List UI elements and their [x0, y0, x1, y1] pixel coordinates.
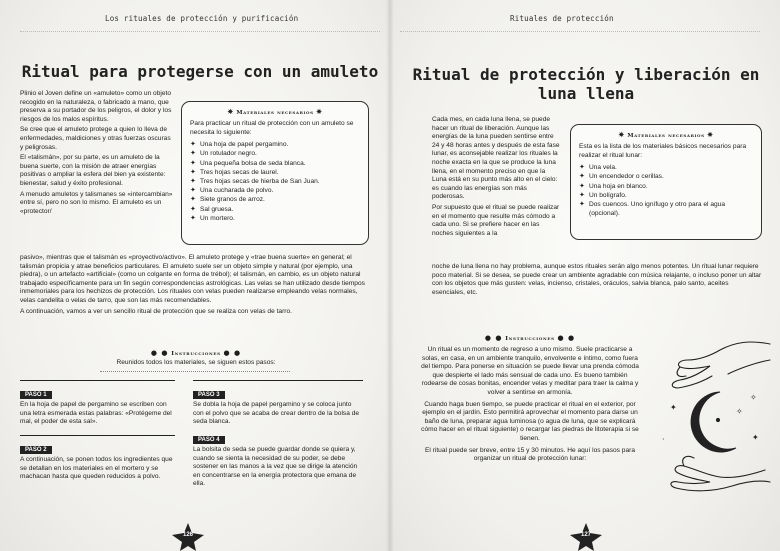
step-text: La bolsita de seda se puede guardar donde se quiera y, cuando se sienta la necesidad de su poder, se debe sostener en las manos a la vez que se dirige la atención en concentrarse en la energía protectora que emana de ella. [193, 446, 358, 488]
svg-text:✧: ✧ [750, 393, 757, 402]
step-text: En la hoja de papel de pergamino se escriben con una letra esmerada estas palabras: «Protégeme del mal, el poder de esta sal». [20, 401, 172, 426]
left-body-text [20, 254, 372, 318]
right-body-text [432, 263, 762, 299]
cross-star-icon: ✦ [579, 173, 585, 181]
list-item: ✦ Un encendedor o cerillas. [579, 173, 664, 181]
instructions-heading-left: ● ● Instrucciones ● ● [150, 348, 242, 357]
dots-icon: ● ● [223, 348, 242, 357]
list-item: ✦ Un bolígrafo. [579, 191, 627, 199]
cross-star-icon: ✦ [190, 150, 196, 158]
step-label: PASO 1 [20, 391, 52, 399]
step-4 [193, 428, 363, 489]
left-intro-text [20, 90, 175, 218]
cross-star-icon: ✦ [190, 214, 196, 222]
step-label: PASO 3 [193, 391, 225, 399]
cross-star-icon: ✦ [190, 159, 196, 167]
step-text: A continuación, se ponen todos los ingredientes que se detallan en los materiales en el mortero y se machacan hasta que queden reducidos a polvo. [20, 456, 173, 481]
step-1 [20, 380, 175, 427]
paragraph: noche de luna llena no hay problema, aunque estos rituales serán algo menos potentes. Un ritual lunar requiere poco material. Si se desea, se puede crear un ambiente agradable con música relajante, o incluso poner un altar con los objetos que más gusten: velas, incienso, cristales, oráculos, salvia blanca, palo santo, aceites esenciales, etc. [432, 263, 762, 296]
left-page-title: Ritual para protegerse con un amuleto [21, 62, 379, 81]
cross-star-icon: ✦ [579, 201, 585, 208]
paragraph: pasivo», mientras que el talismán es «proyectivo/activo». El amuleto protege y «trae buena suerte» en general; el talismán propicia y atrae beneficios particulares. El amuleto suele ser un objeto simple y natural (por ejemplo, una piedra), o un artefacto «artificial» (como un colgante en forma de trébol); el talismán, en cambio, es un objeto natural trabajado específicamente para un fin según correspondencias astrológicas. Las velas se han utilizado desde tiempos inmemoriales para los hechizos de protección. Los rituales con velas pueden realizarse empleando velas normales, velas candelita o velas de tarro, que son las más recomendables. [20, 254, 365, 304]
svg-text:✧: ✧ [736, 407, 743, 416]
list-item: ✦ Una pequeña bolsa de seda blanca. [190, 159, 306, 167]
sparkle-icon: ✷ [316, 107, 323, 116]
cross-star-icon: ✦ [579, 182, 585, 190]
sparkle-icon: ✷ [227, 107, 234, 116]
cross-star-icon: ✦ [190, 205, 196, 213]
step-label: PASO 4 [193, 436, 225, 444]
running-head-left: Los rituales de protección y purificación [105, 14, 299, 23]
top-rule-left [20, 31, 380, 32]
book-gutter [386, 0, 394, 551]
page-number-left: 126 [168, 521, 208, 551]
instructions-heading-right: ● ● Instrucciones ● ● [484, 333, 576, 342]
list-item: ✦ Una hoja de papel pergamino. [190, 141, 289, 149]
cross-star-icon: ✦ [190, 141, 196, 149]
list-item: ✦ Una cucharada de polvo. [190, 187, 274, 195]
list-item: ✦ Una hoja en blanco. [579, 182, 648, 190]
cross-star-icon: ✦ [579, 164, 585, 172]
instructions-intro: Reunidos todos los materiales, se siguen estos pasos: [116, 359, 276, 366]
materials-box-left [181, 101, 369, 245]
materials-list [571, 163, 761, 218]
right-page-title: Ritual de protección y liberación en luna llena [412, 65, 760, 103]
materials-title: ✷ Materiales necesarios ✷ [618, 130, 714, 139]
paragraph: Se cree que el amuleto protege a quien lo lleva de enfermedades, maldiciones y otras fuerzas oscuras y peligrosas. [20, 126, 171, 151]
dots-icon: ● ● [557, 333, 576, 342]
cross-star-icon: ✦ [190, 178, 196, 185]
svg-text:✦: ✦ [670, 403, 677, 412]
hands-moon-illustration [640, 330, 775, 495]
list-item: ✦ Dos cuencos. Uno ignífugo y otro para el agua (opcional). [579, 201, 725, 218]
list-item: ✦ Sal gruesa. [190, 205, 234, 213]
list-item: ✦ Un mortero. [190, 214, 235, 222]
paragraph: Por supuesto que el ritual se puede realizar en el momento que resulte más cómodo a cada uno. Si se prefiere hacer en las noches siguientes a la [432, 203, 560, 237]
cross-star-icon: ✦ [190, 196, 196, 204]
cross-star-icon: ✦ [579, 191, 585, 199]
list-item: ✦ Siete granos de arroz. [190, 196, 265, 204]
materials-intro: Para practicar un ritual de protección con un amuleto se necesita lo siguiente: [190, 120, 354, 136]
list-item: ✦ Tres hojas secas de hierba de San Juan. [190, 178, 320, 185]
divider [100, 371, 290, 372]
right-intro-text [432, 116, 560, 240]
paragraph: El ritual puede ser breve, entre 15 y 30 minutos. He aquí los pasos para organizar un ritual de protección lunar: [424, 446, 636, 463]
page-number-right: 127 [566, 521, 606, 551]
list-item: ✦ Tres hojas secas de laurel. [190, 168, 279, 176]
svg-text:✦: ✦ [752, 433, 759, 442]
step-text: Se dobla la hoja de papel pergamino y se coloca junto con el polvo que se acaba de crear dentro de la bolsa de seda blanca. [193, 401, 360, 426]
dots-icon: ● ● [484, 333, 503, 342]
top-rule-right [400, 31, 760, 32]
paragraph: A continuación, vamos a ver un sencillo ritual de protección que se realiza con velas de tarro. [20, 307, 292, 315]
cross-star-icon: ✦ [190, 168, 196, 176]
paragraph: El «talismán», por su parte, es un amuleto de la buena suerte, con la misión de atraer energías positivas o ampliar la esfera del bien ya existente: bienestar, salud y éxito profesional. [20, 154, 166, 187]
step-3 [193, 380, 363, 427]
step-label: PASO 2 [20, 446, 52, 454]
svg-text:·: · [662, 435, 665, 444]
materials-title: ✷ Materiales necesarios ✷ [227, 107, 323, 116]
paragraph: Cuando haga buen tiempo, se puede practicar el ritual en el exterior, por ejemplo en el jardín. Esto permitirá aprovechar el momento para darse un baño de luna, preparar agua luminosa (o agua de luna, que se explicará cómo hacer en el ritual siguiente) o recargar las piedras de litoterapia si se tienen. [421, 400, 639, 442]
paragraph: Plinio el Joven define un «amuleto» como un objeto recogido en la naturaleza, o fabricado a mano, que preserva a su portador de los peligros, el dolor y los riesgos de los malos espíritus. [20, 90, 172, 123]
paragraph: A menudo amuletos y talismanes se «intercambian» entre sí, pero no son lo mismo. El amuleto es un «protector/ [20, 190, 173, 215]
sparkle-icon: ✷ [707, 130, 714, 139]
instructions-text-right [420, 346, 640, 464]
list-item: ✦ Un rotulador negro. [190, 150, 257, 158]
cross-star-icon: ✦ [190, 187, 196, 195]
right-page [390, 0, 780, 551]
step-2 [20, 435, 175, 482]
materials-intro: Esta es la lista de los materiales básicos necesarios para realizar el ritual lunar: [579, 143, 747, 159]
sparkle-icon: ✷ [618, 130, 625, 139]
materials-list [182, 140, 368, 223]
paragraph: Un ritual es un momento de regreso a uno mismo. Suele practicarse a solas, en casa, en un ambiente tranquilo, envolvente e íntimo, como fuera del tiempo. Para ponerse en situación se puede llevar una prenda cómoda que despierte el lado más sensual de cada uno. Es bueno también rodearse de cosas bonitas, encender velas y meditar para traer la calma y volver a sentirse en armonía. [421, 346, 639, 396]
paragraph: Cada mes, en cada luna llena, se puede hacer un ritual de liberación. Aunque las energías de la luna pueden sentirse entre 24 y 48 horas antes y después de esta fase lunar, es aconsejable realizar los rituales la noche exacta en la que se produce la luna llena, en el momento preciso en que la Luna está en su punto más alto en el cielo: es cuando las energías son más poderosas. [432, 116, 560, 201]
running-head-right: Rituales de protección [510, 14, 614, 23]
dots-icon: ● ● [150, 348, 169, 357]
materials-box-right [570, 124, 762, 240]
list-item: ✦ Una vela. [579, 164, 617, 172]
